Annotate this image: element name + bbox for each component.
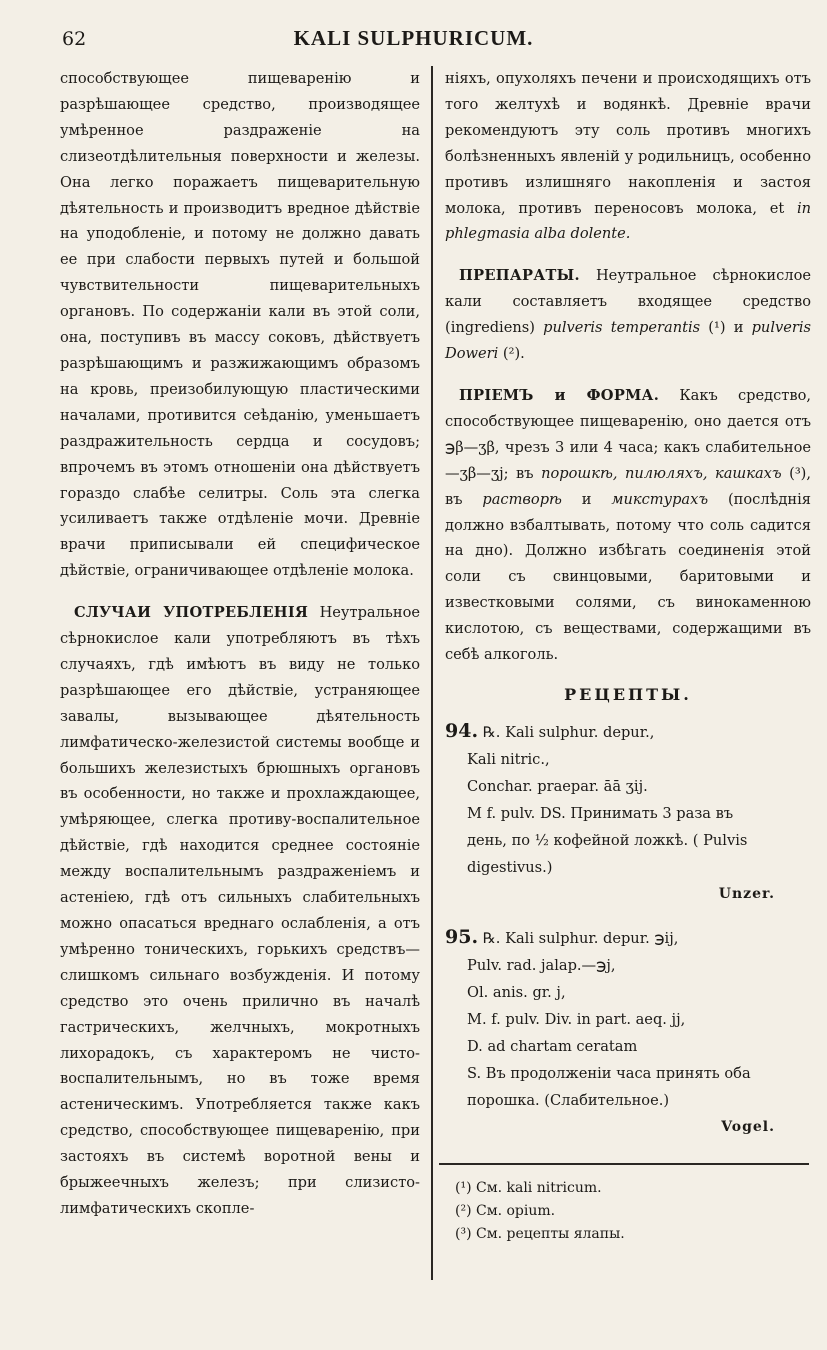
page-number: 62 [62, 28, 87, 50]
footnote: (³) См. рецепты ялапы. [455, 1225, 625, 1242]
dose-paragraph [445, 383, 811, 668]
recipe-95 [445, 924, 811, 1141]
footnotes [445, 1177, 811, 1246]
page-header [0, 22, 827, 62]
italic-term: порошкѣ, пилюляхъ, кашкахъ [541, 464, 782, 482]
recipe-line: ℞. Kali sulphur. depur., [482, 723, 655, 741]
recipe-line: порошка. (Слабительное.) [467, 1091, 670, 1109]
dose-heading: ПРІЕМЪ и ФОРМА. [459, 386, 660, 404]
body-paragraph: способствующее пищеваренію и разрѣшающее средство, производящее умѣренное раздраженіе на слизеотдѣлительныя поверхности и железы. Она легко поражаетъ пищеварительную дѣятельность и производитъ вредное дѣйствіе на уподобленіе, и потому не должно давать ее при слабости первыхъ путей и большой чувствительности пищеварительныхъ органовъ. По содержаніи кали въ этой соли, она, поступивъ въ массу соковъ, дѣйствуетъ разрѣшающимъ и разжижающимъ образомъ на кровь, преизобилующую пластическими началами, противится сеѣданію, уменьшаетъ раздражительность сердца и сосудовъ; впрочемъ въ этомъ отношеніи она дѣйствуетъ гораздо слабѣе селитры. Соль эта слегка усиливаетъ также отдѣленіе мочи. Древніе врачи приписывали ей специфическое дѣйствіе, ограничивающее отдѣленіе молока. [60, 70, 420, 580]
recipe-line: Ol. anis. gr. j, [467, 983, 566, 1001]
recipes-heading: РЕЦЕПТЫ. [564, 684, 692, 704]
latin-term: pulveris Doweri [445, 319, 812, 363]
body-text: Неутральное сѣрнокислое кали употребляютъ въ тѣхъ случаяхъ, гдѣ имѣютъ въ виду не только разрѣшающее его дѣйствіе, устраняющее завалы, вызывающее дѣятельность лимфатическо-железистой системы вообще и большихъ железистыхъ брюшныхъ органовъ въ особенности, но также и прохлаждающее, умѣряющее, слегка противу-воспалительное дѣйствіе, гдѣ находится среднее состояніе между воспалительнымъ раздраженіемъ и астеніею, гдѣ отъ сильныхъ слабительныхъ можно опасаться вреднаго ослабленія, а отъ умѣренно тоническихъ, горькихъ средствъ—слишкомъ сильнаго возбужденія. И потому средство это очень прилично въ началѣ гастрическихъ, желчныхъ, мокротныхъ лихорадокъ, съ характеромъ не чисто-воспалительнымъ, но въ тоже время астеническимъ. Употребляется также какъ средство, способствующее пищеваренію, при застояхъ въ системѣ воротной вены и брыжеечныхъ железъ; при слизисто-лимфатическихъ скопле- [60, 604, 420, 1217]
recipe-line: D. ad chartam ceratam [467, 1037, 638, 1055]
latin-term: pulveris temperantis [543, 319, 701, 337]
latin-term: in phlegmasia alba dolente. [445, 199, 812, 243]
section-paragraph [60, 600, 420, 1222]
section-heading: СЛУЧАИ УПОТРЕБЛЕНІЯ [74, 604, 309, 622]
body-text: Неутральное сѣрнокислое кали составляетъ входящее средство (ingrediens) [445, 267, 811, 337]
body-text: (¹) и [708, 319, 744, 337]
body-text: (²). [502, 345, 525, 363]
recipe-line: ℞. Kali sulphur. depur. ℈ij, [482, 929, 679, 947]
running-title: KALI SULPHURICUM. [293, 26, 534, 50]
recipe-line: Kali nitric., [467, 750, 550, 768]
recipe-line: Conchar. praepar. āā ʒij. [467, 777, 648, 795]
italic-term: микстурахъ [611, 490, 709, 508]
body-text: ніяхъ, опухоляхъ печени и происходящихъ отъ того желтухѣ и водянкѣ. Древніе врачи рекомендуютъ эту соль противъ многихъ болѣзненныхъ явленій у родильницъ, особенно противъ излишняго накопленія и застоя молока, противъ переносовъ молока, et [445, 70, 811, 217]
right-column [445, 66, 811, 1246]
preparations-paragraph [445, 263, 811, 367]
recipe-author: Unzer. [718, 885, 775, 902]
body-text: (³), въ [445, 464, 812, 508]
recipe-line: M f. pulv. DS. Принимать 3 раза въ [467, 804, 734, 822]
body-text: и [581, 490, 592, 508]
recipe-line: M. f. pulv. Div. in part. aeq. jj, [467, 1010, 686, 1028]
body-text: Какъ средство, способствующее пищеваренію, оно дается отъ ℈β—ʒβ, чрезъ 3 или 4 часа; какъ слабительное—ʒβ—ʒj; въ [445, 386, 811, 482]
recipe-line: день, по ½ кофейной ложкѣ. ( Pulvis [467, 831, 748, 849]
recipe-line: Pulv. rad. jalap.—℈j, [467, 956, 616, 974]
body-paragraph [445, 66, 811, 247]
footnote-rule [439, 1163, 809, 1165]
italic-term: растворѣ [482, 490, 562, 508]
footnote: (²) См. opium. [455, 1202, 556, 1219]
column-divider [431, 66, 433, 1280]
recipe-author: Vogel. [721, 1118, 775, 1135]
recipe-94 [445, 718, 811, 908]
body-text: (послѣднія должно взбалтывать, потому что соль садится на дно). Должно избѣгать соединенія этой соли съ свинцовыми, баритовыми и известковыми солями, съ винокаменною кислотою, съ веществами, содержащими въ себѣ алкоголь. [445, 490, 811, 664]
preparations-heading: ПРЕПАРАТЫ. [459, 267, 580, 285]
footnote: (¹) См. kali nitricum. [455, 1179, 602, 1196]
recipe-line: digestivus.) [467, 858, 553, 876]
left-column [60, 66, 420, 1222]
recipe-number: 95. [445, 925, 479, 948]
recipe-number: 94. [445, 719, 479, 742]
recipe-line: S. Въ продолженіи часа принять оба [467, 1064, 751, 1082]
